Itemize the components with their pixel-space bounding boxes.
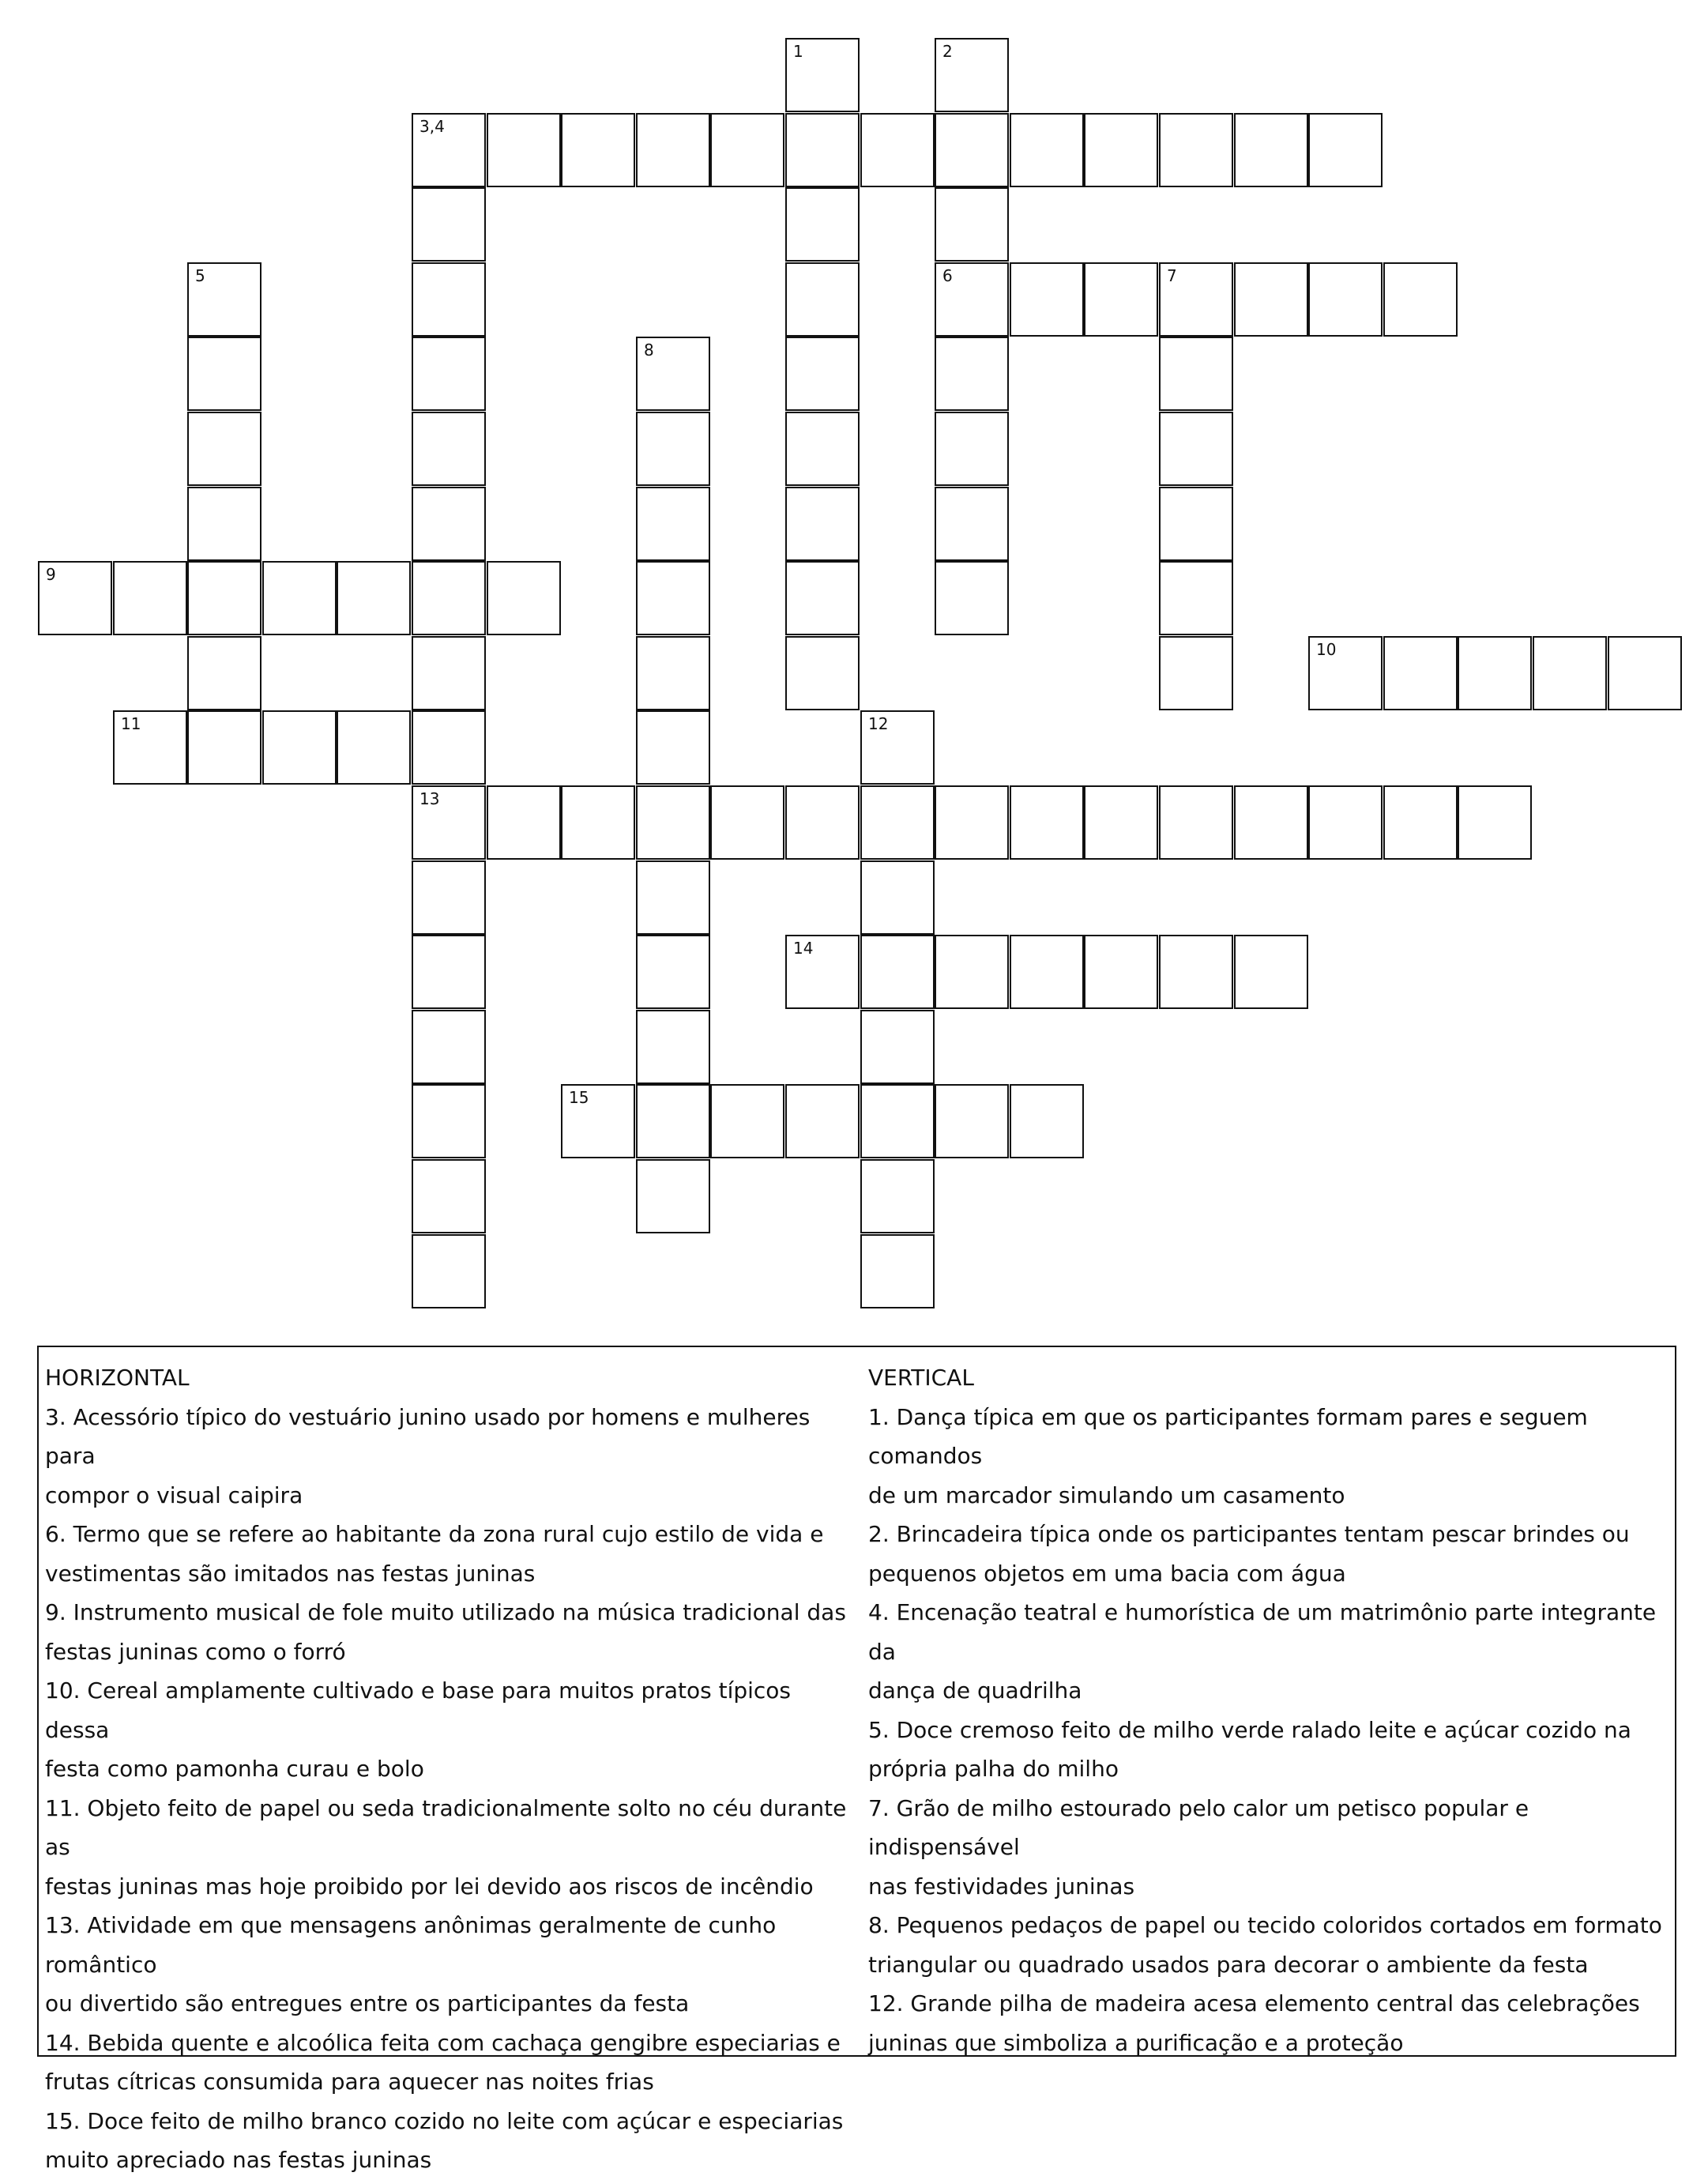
grid-cell[interactable]	[113, 710, 187, 785]
grid-cell[interactable]	[187, 262, 261, 337]
grid-cell[interactable]	[412, 113, 486, 187]
grid-cell[interactable]	[636, 412, 710, 486]
clue-line: nas festividades juninas	[868, 1873, 1135, 1899]
grid-cell[interactable]	[1234, 113, 1308, 187]
grid-cell[interactable]	[710, 1084, 784, 1158]
clue-number: 7	[1167, 266, 1177, 285]
grid-cell[interactable]	[710, 113, 784, 187]
grid-cell[interactable]	[1159, 561, 1233, 635]
grid-cell[interactable]	[187, 412, 261, 486]
grid-cell[interactable]	[785, 412, 860, 486]
clue-line: ou divertido são entregues entre os participantes da festa	[45, 1990, 690, 2016]
grid-cell[interactable]	[935, 262, 1009, 337]
grid-cell[interactable]	[1159, 262, 1233, 337]
grid-cell[interactable]	[487, 113, 561, 187]
grid-cell[interactable]	[860, 1084, 935, 1158]
grid-cell[interactable]	[1308, 262, 1383, 337]
grid-cell[interactable]	[1010, 785, 1084, 860]
clue-line: triangular ou quadrado usados para decorar o ambiente da festa	[868, 1951, 1589, 1978]
grid-cell[interactable]	[1159, 113, 1233, 187]
grid-cell[interactable]	[785, 187, 860, 262]
grid-cell[interactable]	[1234, 785, 1308, 860]
clue-line: 12. Grande pilha de madeira acesa elemento central das celebrações	[868, 1990, 1640, 2016]
clue-line: 10. Cereal amplamente cultivado e base para muitos pratos típicos dessa	[45, 1677, 792, 1743]
grid-cell[interactable]	[1383, 636, 1458, 710]
grid-cell[interactable]	[1010, 113, 1084, 187]
grid-cell[interactable]	[860, 935, 935, 1009]
grid-cell[interactable]	[412, 710, 486, 785]
clue-line: 4. Encenação teatral e humorística de um matrimônio parte integrante da	[868, 1599, 1657, 1665]
clue-line: 9. Instrumento musical de fole muito utilizado na música tradicional das	[45, 1599, 846, 1625]
clue-line: 7. Grão de milho estourado pelo calor um petisco popular e indispensável	[868, 1794, 1529, 1860]
grid-cell[interactable]	[412, 337, 486, 411]
clue-line: juninas que simboliza a purificação e a proteção	[868, 2029, 1404, 2056]
grid-cell[interactable]	[412, 412, 486, 486]
grid-cell[interactable]	[1084, 785, 1158, 860]
grid-cell[interactable]	[1010, 935, 1084, 1009]
grid-cell[interactable]	[636, 113, 710, 187]
grid-cell[interactable]	[1010, 1084, 1084, 1158]
clue-line: muito apreciado nas festas juninas	[45, 2147, 432, 2173]
grid-cell[interactable]	[636, 1010, 710, 1084]
grid-cell[interactable]	[935, 487, 1009, 561]
grid-cell[interactable]	[785, 262, 860, 337]
grid-cell[interactable]	[262, 710, 337, 785]
grid-cell[interactable]	[187, 337, 261, 411]
grid-cell[interactable]	[187, 561, 261, 635]
grid-cell[interactable]	[935, 1084, 1009, 1158]
grid-cell[interactable]	[1308, 785, 1383, 860]
grid-cell[interactable]	[1159, 935, 1233, 1009]
grid-cell[interactable]	[935, 38, 1009, 112]
grid-cell[interactable]	[412, 1159, 486, 1233]
clue-line: 8. Pequenos pedaços de papel ou tecido coloridos cortados em formato	[868, 1912, 1662, 1938]
clue-line: 11. Objeto feito de papel ou seda tradicionalmente solto no céu durante as	[45, 1794, 847, 1860]
grid-cell[interactable]	[1234, 262, 1308, 337]
grid-cell[interactable]	[1608, 636, 1682, 710]
grid-cell[interactable]	[561, 1084, 635, 1158]
clue-number: 1	[793, 42, 803, 61]
grid-cell[interactable]	[636, 337, 710, 411]
grid-cell[interactable]	[113, 561, 187, 635]
clue-line: 3. Acessório típico do vestuário junino usado por homens e mulheres para	[45, 1403, 811, 1469]
grid-cell[interactable]	[412, 1010, 486, 1084]
grid-cell[interactable]	[1234, 935, 1308, 1009]
grid-cell[interactable]	[636, 1084, 710, 1158]
clue-number: 13	[419, 789, 440, 808]
clue-number: 11	[121, 714, 141, 733]
horizontal-clues-column	[45, 1358, 859, 2180]
grid-cell[interactable]	[1084, 935, 1158, 1009]
grid-cell[interactable]	[710, 785, 784, 860]
grid-cell[interactable]	[785, 935, 860, 1009]
grid-cell[interactable]	[1084, 262, 1158, 337]
grid-cell[interactable]	[636, 561, 710, 635]
grid-cell[interactable]	[935, 187, 1009, 262]
grid-cell[interactable]	[1458, 785, 1532, 860]
grid-cell[interactable]	[412, 785, 486, 860]
clue-line: 1. Dança típica em que os participantes formam pares e seguem comandos	[868, 1403, 1588, 1469]
clue-line: de um marcador simulando um casamento	[868, 1482, 1345, 1508]
clue-number: 15	[569, 1088, 589, 1107]
grid-cell[interactable]	[412, 187, 486, 262]
grid-cell[interactable]	[935, 113, 1009, 187]
grid-cell[interactable]	[935, 337, 1009, 411]
grid-cell[interactable]	[187, 710, 261, 785]
grid-cell[interactable]	[785, 561, 860, 635]
clue-line: frutas cítricas consumida para aquecer nas noites frias	[45, 2069, 654, 2095]
grid-cell[interactable]	[636, 1159, 710, 1233]
grid-cell[interactable]	[636, 487, 710, 561]
grid-cell[interactable]	[187, 636, 261, 710]
grid-cell[interactable]	[636, 935, 710, 1009]
clue-number: 6	[942, 266, 953, 285]
grid-cell[interactable]	[337, 710, 411, 785]
grid-cell[interactable]	[561, 113, 635, 187]
grid-cell[interactable]	[785, 785, 860, 860]
grid-cell[interactable]	[860, 1010, 935, 1084]
grid-cell[interactable]	[860, 785, 935, 860]
grid-cell[interactable]	[1383, 785, 1458, 860]
grid-cell[interactable]	[1308, 113, 1383, 187]
grid-cell[interactable]	[412, 561, 486, 635]
grid-cell[interactable]	[1383, 262, 1458, 337]
clue-number: 9	[46, 565, 56, 584]
grid-cell[interactable]	[785, 38, 860, 112]
grid-cell[interactable]	[636, 860, 710, 935]
grid-cell[interactable]	[860, 860, 935, 935]
grid-cell[interactable]	[785, 113, 860, 187]
grid-cell[interactable]	[785, 337, 860, 411]
clue-line: compor o visual caipira	[45, 1482, 303, 1508]
clue-number: 8	[644, 341, 654, 360]
grid-cell[interactable]	[1084, 113, 1158, 187]
clues-box	[37, 1346, 1676, 2173]
grid-cell[interactable]	[487, 561, 561, 635]
clue-line: dança de quadrilha	[868, 1677, 1082, 1704]
grid-cell[interactable]	[860, 1159, 935, 1233]
grid-cell[interactable]	[1159, 636, 1233, 710]
clue-line: 2. Brincadeira típica onde os participantes tentam pescar brindes ou	[868, 1521, 1630, 1547]
grid-cell[interactable]	[412, 487, 486, 561]
grid-cell[interactable]	[1159, 487, 1233, 561]
grid-cell[interactable]	[412, 262, 486, 337]
grid-cell[interactable]	[412, 1234, 486, 1308]
clue-line: pequenos objetos em uma bacia com água	[868, 1560, 1346, 1587]
grid-cell[interactable]	[636, 636, 710, 710]
grid-cell[interactable]	[38, 561, 112, 635]
clue-number: 3,4	[419, 117, 445, 136]
grid-cell[interactable]	[860, 1234, 935, 1308]
grid-cell[interactable]	[487, 785, 561, 860]
grid-cell[interactable]	[1458, 636, 1532, 710]
clue-line: festas juninas como o forró	[45, 1638, 346, 1665]
grid-cell[interactable]	[262, 561, 337, 635]
grid-cell[interactable]	[1308, 636, 1383, 710]
clue-line: vestimentas são imitados nas festas juninas	[45, 1560, 536, 1587]
clue-line: própria palha do milho	[868, 1756, 1119, 1782]
grid-cell[interactable]	[1159, 785, 1233, 860]
clue-number: 14	[793, 939, 814, 958]
grid-cell[interactable]	[785, 1084, 860, 1158]
vertical-heading: VERTICAL	[868, 1365, 974, 1391]
clue-line: 13. Atividade em que mensagens anônimas geralmente de cunho romântico	[45, 1912, 777, 1978]
clue-number: 5	[195, 266, 205, 285]
grid-cell[interactable]	[187, 487, 261, 561]
clue-line: festas juninas mas hoje proibido por lei devido aos riscos de incêndio	[45, 1873, 814, 1899]
grid-cell[interactable]	[860, 710, 935, 785]
vertical-clues-column	[868, 1358, 1670, 2062]
grid-cell[interactable]	[1533, 636, 1607, 710]
grid-cell[interactable]	[860, 113, 935, 187]
grid-cell[interactable]	[412, 935, 486, 1009]
grid-cell[interactable]	[337, 561, 411, 635]
grid-cell[interactable]	[412, 636, 486, 710]
clue-line: 6. Termo que se refere ao habitante da zona rural cujo estilo de vida e	[45, 1521, 824, 1547]
grid-cell[interactable]	[935, 561, 1009, 635]
clue-line: 15. Doce feito de milho branco cozido no leite com açúcar e especiarias	[45, 2107, 844, 2134]
grid-cell[interactable]	[935, 785, 1009, 860]
clue-line: 14. Bebida quente e alcoólica feita com cachaça gengibre especiarias e	[45, 2029, 841, 2056]
grid-cell[interactable]	[1010, 262, 1084, 337]
clue-number: 12	[868, 714, 889, 733]
clue-number: 10	[1316, 640, 1337, 659]
grid-cell[interactable]	[636, 785, 710, 860]
grid-cell[interactable]	[1159, 412, 1233, 486]
clue-line: 5. Doce cremoso feito de milho verde ralado leite e açúcar cozido na	[868, 1716, 1631, 1743]
grid-cell[interactable]	[412, 860, 486, 935]
grid-cell[interactable]	[1159, 337, 1233, 411]
grid-cell[interactable]	[935, 935, 1009, 1009]
clue-number: 2	[942, 42, 953, 61]
grid-cell[interactable]	[561, 785, 635, 860]
grid-cell[interactable]	[785, 487, 860, 561]
grid-cell[interactable]	[636, 710, 710, 785]
horizontal-heading: HORIZONTAL	[45, 1365, 190, 1391]
grid-cell[interactable]	[935, 412, 1009, 486]
grid-cell[interactable]	[785, 636, 860, 710]
grid-cell[interactable]	[412, 1084, 486, 1158]
clue-line: festa como pamonha curau e bolo	[45, 1756, 424, 1782]
